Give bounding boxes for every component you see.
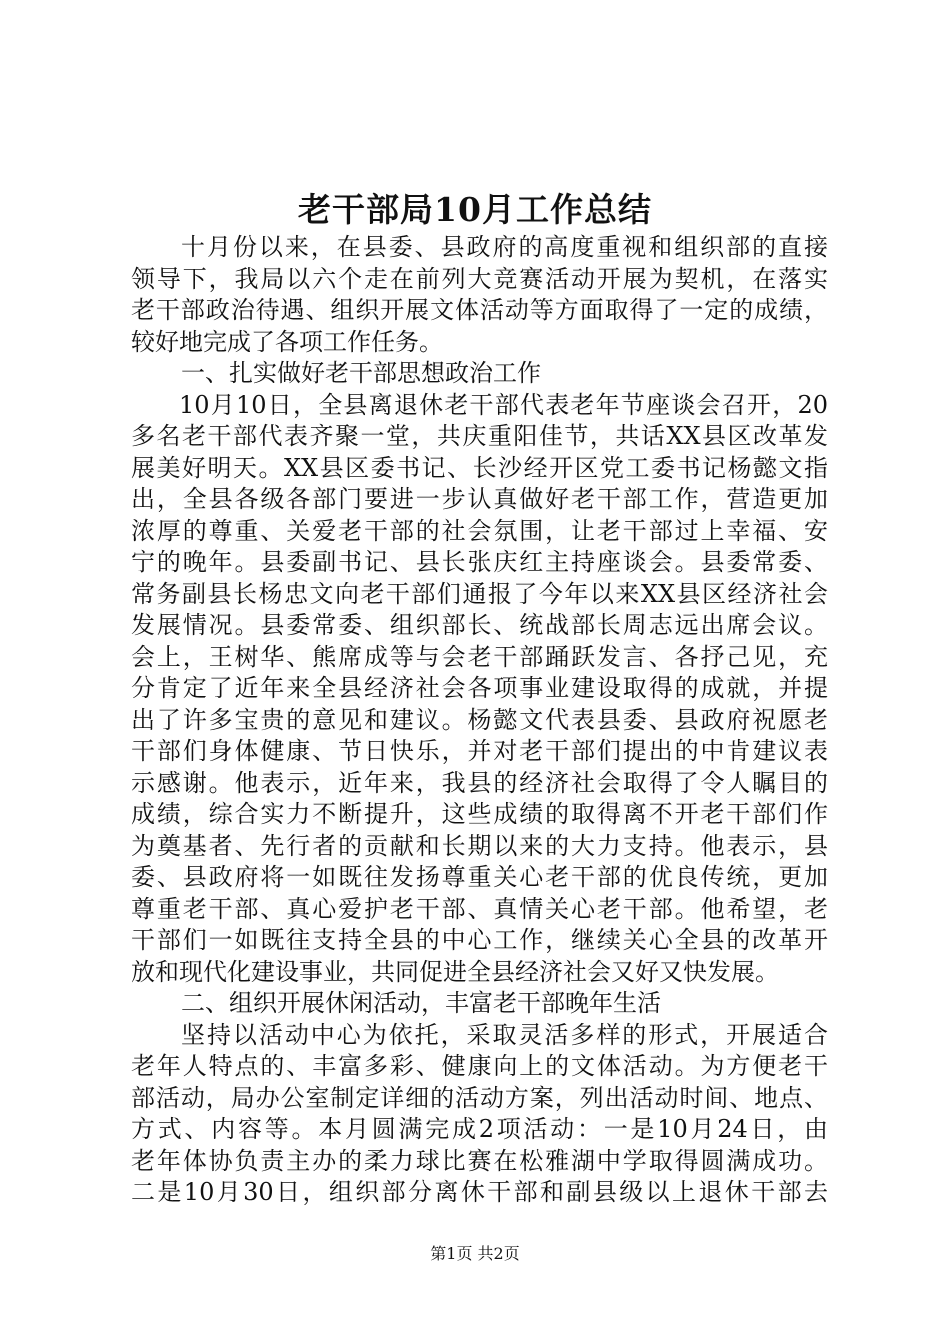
paragraph-line: 部活动，局办公室制定详细的活动方案，列出活动时间、地点、 xyxy=(131,1083,828,1112)
paragraph-line: 十月份以来，在县委、县政府的高度重视和组织部的直接 xyxy=(181,233,828,261)
paragraph-line: 展美好明天。XX县区委书记、长沙经开区党工委书记杨懿文指 xyxy=(131,453,828,482)
section-heading: 二、组织开展休闲活动，丰富老干部晚年生活 xyxy=(181,989,661,1017)
paragraph-line: 10月10日，全县离退休老干部代表老年节座谈会召开，20 xyxy=(179,390,828,419)
document-body xyxy=(131,232,828,1209)
paragraph-line: 委、县政府将一如既往发扬尊重关心老干部的优良传统，更加 xyxy=(131,863,828,891)
paragraph-line: 多名老干部代表齐聚一堂，共庆重阳佳节，共话XX县区改革发 xyxy=(131,422,828,450)
paragraph-line: 出了许多宝贵的意见和建议。杨懿文代表县委、县政府祝愿老 xyxy=(131,705,828,734)
section-heading: 一、扎实做好老干部思想政治工作 xyxy=(181,359,541,387)
paragraph-line: 干部们身体健康、节日快乐，并对老干部们提出的中肯建议表 xyxy=(131,737,828,765)
paragraph-line: 老年体协负责主办的柔力球比赛在松雅湖中学取得圆满成功。 xyxy=(131,1146,828,1175)
paragraph-line: 成绩，综合实力不断提升，这些成绩的取得离不开老干部们作 xyxy=(131,800,828,828)
paragraph-line: 示感谢。他表示，近年来，我县的经济社会取得了令人瞩目的 xyxy=(131,768,828,797)
paragraph-line: 出，全县各级各部门要进一步认真做好老干部工作，营造更加 xyxy=(131,485,828,513)
paragraph-line: 会上，王树华、熊席成等与会老干部踊跃发言、各抒己见，充 xyxy=(131,642,828,671)
paragraph-line: 分肯定了近年来全县经济社会各项事业建设取得的成就，并提 xyxy=(131,674,828,702)
paragraph-line: 老干部政治待遇、组织开展文体活动等方面取得了一定的成绩， xyxy=(131,296,828,324)
paragraph-line: 二是10月30日，组织部分离休干部和副县级以上退休干部去 xyxy=(131,1178,828,1206)
document-title: 老干部局10月工作总结 xyxy=(298,190,652,229)
page-footer: 第1页 共2页 xyxy=(430,1244,520,1263)
paragraph-line: 领导下，我局以六个走在前列大竞赛活动开展为契机，在落实 xyxy=(131,264,828,293)
paragraph-line: 坚持以活动中心为依托，采取灵活多样的形式，开展适合 xyxy=(181,1020,828,1049)
paragraph-line: 尊重老干部、真心爱护老干部、真情关心老干部。他希望，老 xyxy=(131,894,828,923)
paragraph-line: 放和现代化建设事业，共同促进全县经济社会又好又快发展。 xyxy=(131,957,779,986)
paragraph-line: 较好地完成了各项工作任务。 xyxy=(131,327,443,356)
paragraph-line: 浓厚的尊重、关爱老干部的社会氛围，让老干部过上幸福、安 xyxy=(131,516,828,545)
paragraph-line: 干部们一如既往支持全县的中心工作，继续关心全县的改革开 xyxy=(131,926,828,954)
paragraph-line: 宁的晚年。县委副书记、县长张庆红主持座谈会。县委常委、 xyxy=(131,548,828,576)
paragraph-line: 方式、内容等。本月圆满完成2项活动：一是10月24日，由 xyxy=(131,1115,828,1143)
paragraph-line: 为奠基者、先行者的贡献和长期以来的大力支持。他表示，县 xyxy=(131,831,828,860)
paragraph-line: 发展情况。县委常委、组织部长、统战部长周志远出席会议。 xyxy=(131,611,828,639)
paragraph-line: 老年人特点的、丰富多彩、健康向上的文体活动。为方便老干 xyxy=(131,1052,828,1080)
paragraph-line: 常务副县长杨忠文向老干部们通报了今年以来XX县区经济社会 xyxy=(131,579,828,608)
